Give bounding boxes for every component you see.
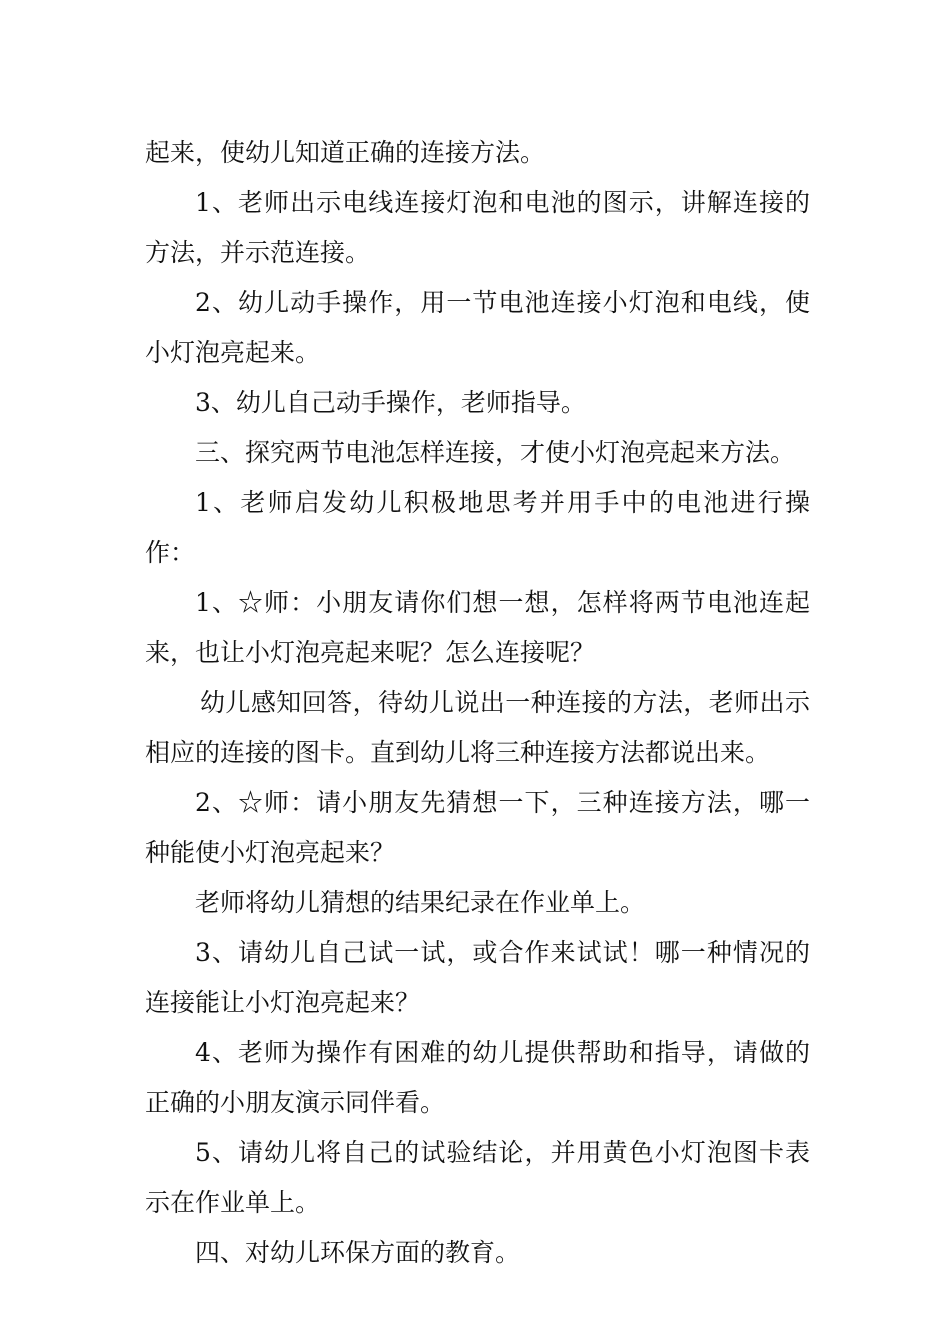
paragraph: 5、请幼儿将自己的试验结论，并用黄色小灯泡图卡表示在作业单上。: [145, 1138, 810, 1217]
paragraph: 3、幼儿自己动手操作，老师指导。: [195, 388, 586, 417]
paragraph: 4、老师为操作有困难的幼儿提供帮助和指导，请做的正确的小朋友演示同伴看。: [145, 1038, 810, 1117]
body-text: [145, 128, 810, 1278]
paragraph: 2、幼儿动手操作，用一节电池连接小灯泡和电线，使小灯泡亮起来。: [145, 288, 810, 367]
paragraph: 3、请幼儿自己试一试，或合作来试试！哪一种情况的连接能让小灯泡亮起来？: [145, 938, 810, 1017]
paragraph: 幼儿感知回答，待幼儿说出一种连接的方法，老师出示相应的连接的图卡。直到幼儿将三种连接方法都说出来。: [145, 688, 810, 767]
paragraph: 老师将幼儿猜想的结果纪录在作业单上。: [195, 888, 646, 917]
paragraph: 2、☆师：请小朋友先猜想一下，三种连接方法，哪一种能使小灯泡亮起来？: [145, 788, 810, 867]
paragraph: 1、老师出示电线连接灯泡和电池的图示，讲解连接的方法，并示范连接。: [145, 188, 810, 267]
paragraph: 四、对幼儿环保方面的教育。: [195, 1238, 521, 1267]
paragraph: 1、老师启发幼儿积极地思考并用手中的电池进行操作：: [145, 488, 810, 567]
paragraph: 三、探究两节电池怎样连接，才使小灯泡亮起来方法。: [195, 438, 796, 467]
paragraph: 起来，使幼儿知道正确的连接方法。: [145, 138, 546, 167]
paragraph: 1、☆师：小朋友请你们想一想，怎样将两节电池连起来，也让小灯泡亮起来呢？怎么连接呢？: [145, 588, 810, 667]
